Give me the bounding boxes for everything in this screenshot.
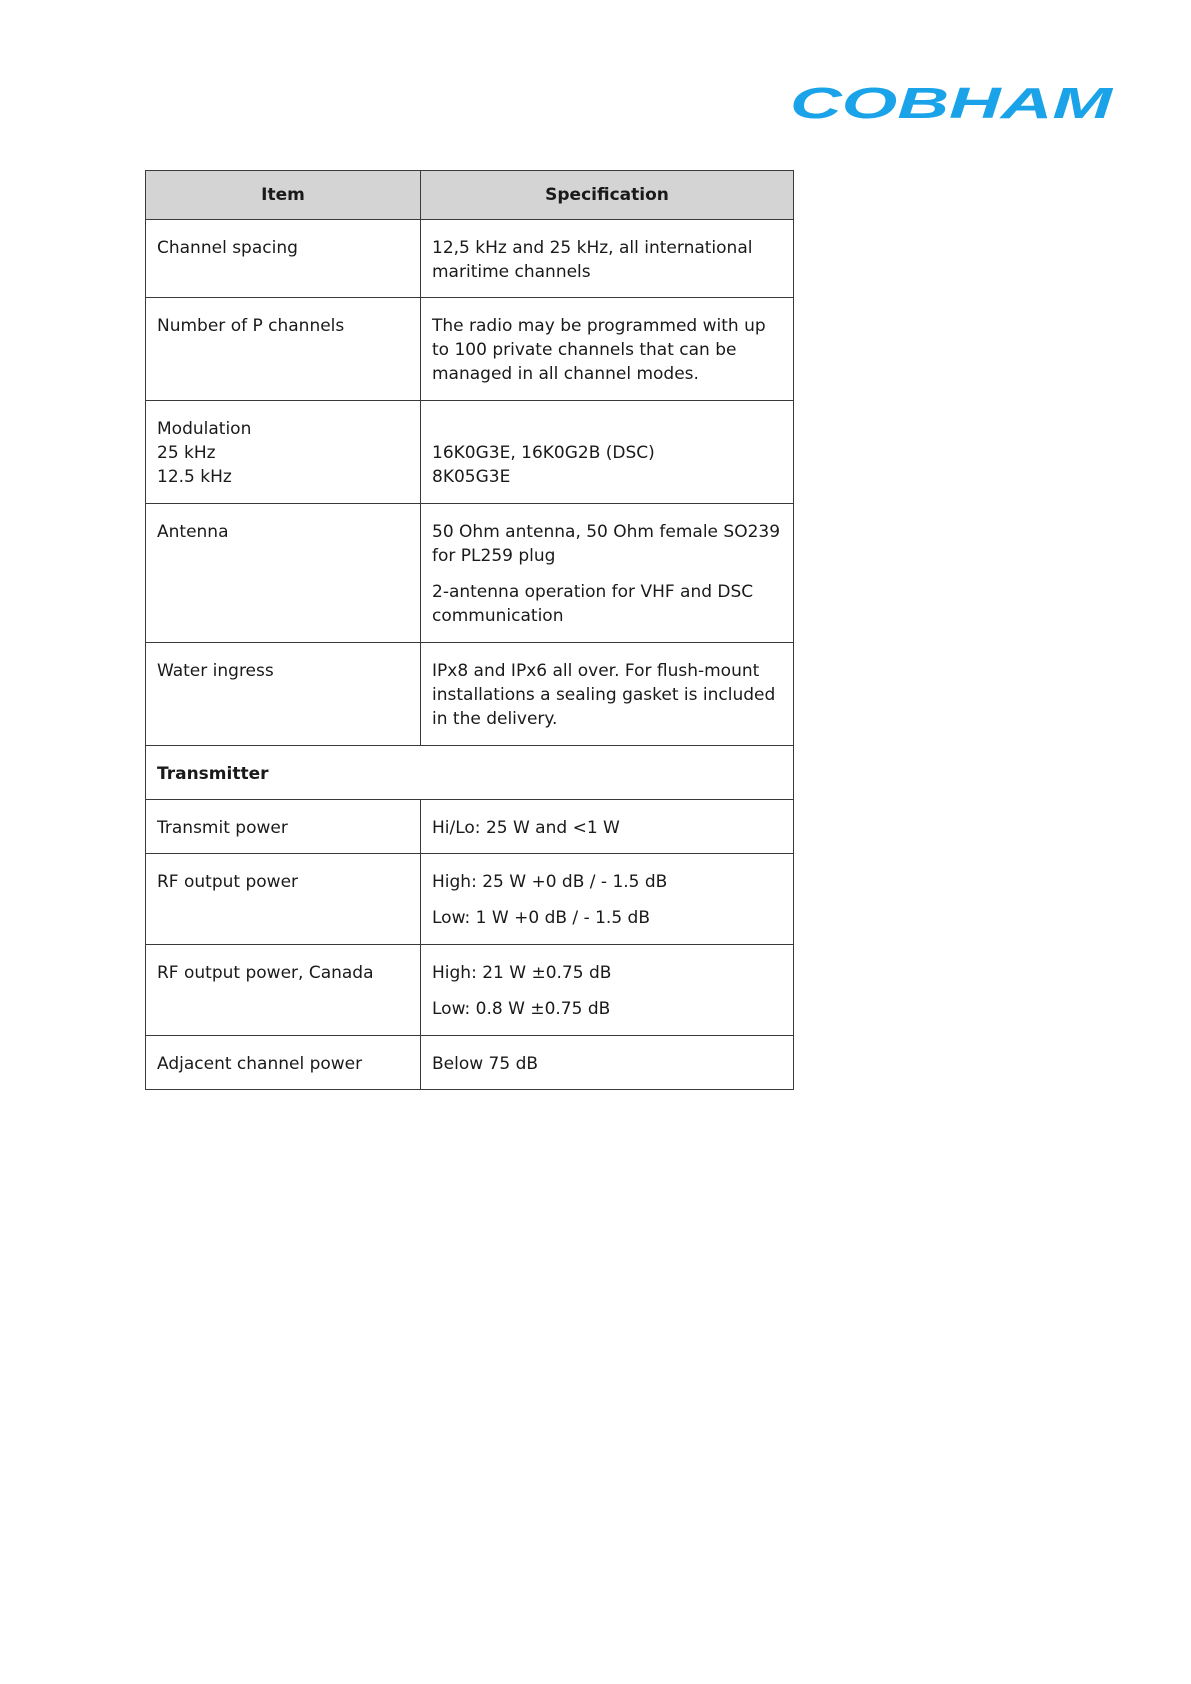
table-row xyxy=(146,945,794,1036)
spec-text: High: 25 W +0 dB / - 1.5 dB xyxy=(432,872,668,892)
table-row xyxy=(146,643,794,746)
section-row-transmitter xyxy=(146,746,794,800)
item-line: Modulation xyxy=(157,419,252,439)
item-cell: Adjacent channel power xyxy=(146,1036,421,1090)
specification-table xyxy=(145,170,794,1090)
spec-cell xyxy=(421,504,794,643)
table-row xyxy=(146,298,794,401)
spec-cell xyxy=(421,298,794,401)
spec-text: Hi/Lo: 25 W and <1 W xyxy=(432,818,620,838)
spec-text: Low: 0.8 W ±0.75 dB xyxy=(432,999,611,1019)
table-row xyxy=(146,854,794,945)
spec-cell xyxy=(421,220,794,298)
table-row xyxy=(146,1036,794,1090)
item-cell: Transmit power xyxy=(146,800,421,854)
item-cell xyxy=(146,401,421,504)
header-specification: Specification xyxy=(421,171,794,220)
item-cell: RF output power xyxy=(146,854,421,945)
table-row xyxy=(146,401,794,504)
spec-text: IPx8 and IPx6 all over. For flush-mount installations a sealing gasket is included in the delivery. xyxy=(432,661,776,729)
spec-line: 8K05G3E xyxy=(432,467,511,487)
item-cell: Antenna xyxy=(146,504,421,643)
table-row xyxy=(146,220,794,298)
spec-text: Low: 1 W +0 dB / - 1.5 dB xyxy=(432,908,650,928)
table-row xyxy=(146,800,794,854)
spec-cell xyxy=(421,854,794,945)
item-cell: RF output power, Canada xyxy=(146,945,421,1036)
spec-cell xyxy=(421,1036,794,1090)
spec-text: Below 75 dB xyxy=(432,1054,539,1074)
logo-text: COBHAM xyxy=(790,82,1115,122)
spec-cell xyxy=(421,945,794,1036)
spec-text: 2-antenna operation for VHF and DSC communication xyxy=(432,582,754,626)
item-cell: Number of P channels xyxy=(146,298,421,401)
item-line: 12.5 kHz xyxy=(157,467,232,487)
item-line: 25 kHz xyxy=(157,443,216,463)
table-header-row xyxy=(146,171,794,220)
spec-text: High: 21 W ±0.75 dB xyxy=(432,963,612,983)
spec-text: The radio may be programmed with up to 100 private channels that can be managed in all channel modes. xyxy=(432,316,766,384)
item-cell: Channel spacing xyxy=(146,220,421,298)
spec-line: 16K0G3E, 16K0G2B (DSC) xyxy=(432,443,655,463)
spec-cell xyxy=(421,401,794,504)
cobham-logo-mark xyxy=(790,82,1120,122)
header-item: Item xyxy=(146,171,421,220)
section-heading: Transmitter xyxy=(146,746,794,800)
item-cell: Water ingress xyxy=(146,643,421,746)
table-row xyxy=(146,504,794,643)
spec-text: 12,5 kHz and 25 kHz, all international maritime channels xyxy=(432,238,753,282)
spec-cell xyxy=(421,643,794,746)
spec-cell xyxy=(421,800,794,854)
spec-text: 50 Ohm antenna, 50 Ohm female SO239 for PL259 plug xyxy=(432,522,781,566)
cobham-logo xyxy=(790,82,1120,122)
